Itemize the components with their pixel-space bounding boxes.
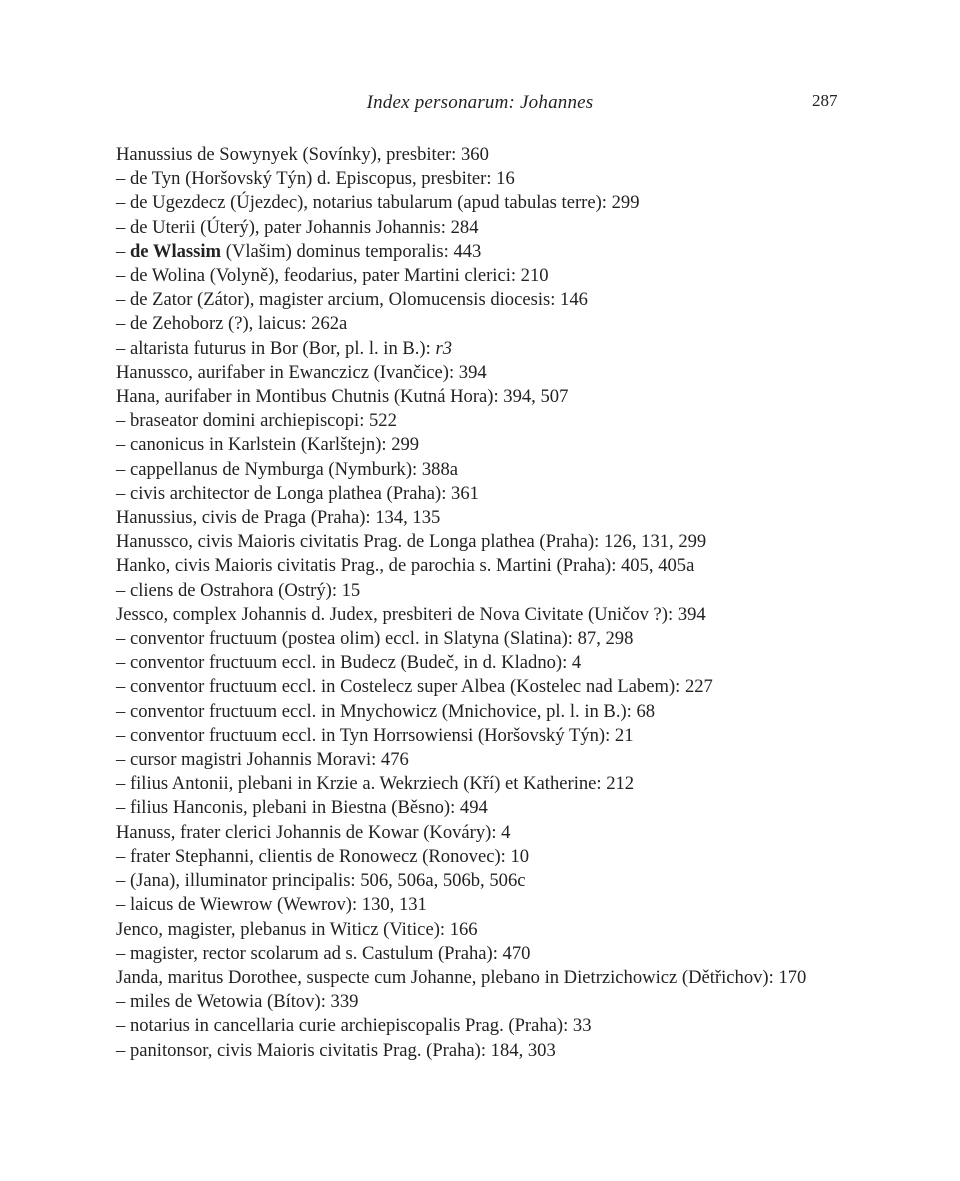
entry-pre-text: – filius Antonii, plebani in Krzie a. Wekrziech (Kří) et Katherine: 212 [116, 773, 635, 795]
entry-pre-text: – frater Stephanni, clientis de Ronowecz (Ronovec): 10 [116, 845, 530, 867]
index-entry [116, 530, 846, 554]
entry-pre-text: Hana, aurifaber in Montibus Chutnis (Kutná Hora): 394, 507 [116, 386, 569, 408]
index-entry [116, 603, 846, 627]
entry-pre-text: Hanussius de Sowynyek (Sovínky), presbiter: 360 [116, 144, 489, 165]
index-entry [116, 216, 846, 240]
index-entry [116, 458, 846, 482]
entry-bold-text: de Wlassim [129, 240, 222, 262]
index-entry [116, 966, 846, 990]
index-entry [116, 748, 846, 772]
index-entry [116, 772, 846, 796]
index-entry [116, 1039, 846, 1063]
entry-pre-text: – de Zehoborz (?), laicus: 262a [116, 313, 348, 335]
entry-pre-text: Jessco, complex Johannis d. Judex, presbiteri de Nova Civitate (Uničov ?): 394 [116, 603, 706, 625]
index-entry [116, 312, 846, 336]
entry-pre-text: – conventor fructuum (postea olim) eccl. in Slatyna (Slatina): 87, 298 [116, 628, 634, 650]
entry-pre-text: – magister, rector scolarum ad s. Castulum (Praha): 470 [116, 942, 531, 964]
entry-pre-text: – cappellanus de Nymburga (Nymburk): 388a [116, 458, 459, 480]
entry-pre-text: – conventor fructuum eccl. in Tyn Horrsowiensi (Horšovský Týn): 21 [116, 724, 634, 746]
index-entry [116, 796, 846, 820]
index-entry [116, 191, 846, 215]
index-entry [116, 869, 846, 893]
entry-pre-text: – panitonsor, civis Maioris civitatis Prag. (Praha): 184, 303 [116, 1039, 556, 1061]
entry-pre-text: – notarius in cancellaria curie archiepiscopalis Prag. (Praha): 33 [116, 1015, 592, 1037]
index-entry [116, 506, 846, 530]
index-entry [116, 1014, 846, 1038]
index-entry [116, 385, 846, 409]
index-entry [116, 409, 846, 433]
entry-ital-text: r3 [435, 337, 452, 359]
entry-pre-text: – conventor fructuum eccl. in Budecz (Budeč, in d. Kladno): 4 [116, 652, 582, 674]
index-entry [116, 554, 846, 578]
index-entry [116, 893, 846, 917]
index-entry [116, 821, 846, 845]
entry-pre-text: – de Uterii (Úterý), pater Johannis Johannis: 284 [116, 216, 479, 238]
entry-pre-text: – cliens de Ostrahora (Ostrý): 15 [116, 579, 361, 601]
entry-pre-text: – conventor fructuum eccl. in Costelecz super Albea (Kostelec nad Labem): 227 [116, 676, 713, 698]
entry-pre-text: – de Zator (Zátor), magister arcium, Olomucensis diocesis: 146 [116, 289, 588, 311]
index-entry [116, 845, 846, 869]
entry-pre-text: – conventor fructuum eccl. in Mnychowicz (Mnichovice, pl. l. in B.): 68 [116, 700, 656, 722]
index-entry [116, 167, 846, 191]
index-entry [116, 651, 846, 675]
entry-pre-text: Hanussco, aurifaber in Ewanczicz (Ivančice): 394 [116, 361, 487, 383]
entry-pre-text: – laicus de Wiewrow (Wewrov): 130, 131 [116, 894, 427, 916]
entry-pre-text: – miles de Wetowia (Bítov): 339 [116, 991, 359, 1013]
running-header-title: Index personarum: Johannes [366, 92, 594, 113]
index-entry [116, 942, 846, 966]
index-entry [116, 433, 846, 457]
entry-pre-text: – civis architector de Longa plathea (Praha): 361 [116, 482, 479, 504]
index-entry [116, 724, 846, 748]
index-entry [116, 675, 846, 699]
entry-pre-text: – de Ugezdecz (Újezdec), notarius tabularum (apud tabulas terre): 299 [116, 192, 640, 214]
entry-pre-text: – canonicus in Karlstein (Karlštejn): 299 [116, 434, 420, 456]
index-entry [116, 361, 846, 385]
entry-pre-text: – braseator domini archiepiscopi: 522 [116, 410, 397, 432]
entry-post-text: (Vlašim) dominus temporalis: 443 [221, 240, 482, 262]
entry-pre-text: Hanussco, civis Maioris civitatis Prag. de Longa plathea (Praha): 126, 131, 299 [116, 531, 707, 553]
index-entry [116, 990, 846, 1014]
entry-pre-text: – (Jana), illuminator principalis: 506, 506a, 506b, 506c [116, 870, 526, 892]
index-entry [116, 240, 846, 264]
entry-pre-text: Hanussius, civis de Praga (Praha): 134, 135 [116, 507, 441, 529]
entry-pre-text: – [116, 240, 130, 262]
index-entry [116, 482, 846, 506]
index-entry [116, 337, 846, 361]
entry-pre-text: – de Tyn (Horšovský Týn) d. Episcopus, presbiter: 16 [116, 168, 515, 190]
index-entry [116, 918, 846, 942]
entry-pre-text: – cursor magistri Johannis Moravi: 476 [116, 749, 409, 771]
entry-pre-text: – de Wolina (Volyně), feodarius, pater Martini clerici: 210 [116, 265, 549, 287]
index-entry [116, 264, 846, 288]
index-entries-list [116, 143, 846, 1063]
entry-pre-text: Janda, maritus Dorothee, suspecte cum Johanne, plebano in Dietrzichowicz (Dětřichov): 170 [116, 966, 807, 988]
entry-pre-text: Hanuss, frater clerici Johannis de Kowar (Kováry): 4 [116, 821, 511, 843]
page-number: 287 [812, 91, 838, 110]
index-entry [116, 288, 846, 312]
index-entry [116, 143, 846, 167]
entry-pre-text: Jenco, magister, plebanus in Witicz (Vitice): 166 [116, 918, 478, 940]
entry-pre-text: – altarista futurus in Bor (Bor, pl. l. in B.): [116, 337, 436, 359]
entry-pre-text: – filius Hanconis, plebani in Biestna (Běsno): 494 [116, 797, 488, 819]
index-entry [116, 700, 846, 724]
index-entry [116, 627, 846, 651]
index-entry [116, 579, 846, 603]
entry-pre-text: Hanko, civis Maioris civitatis Prag., de parochia s. Martini (Praha): 405, 405a [116, 555, 695, 577]
